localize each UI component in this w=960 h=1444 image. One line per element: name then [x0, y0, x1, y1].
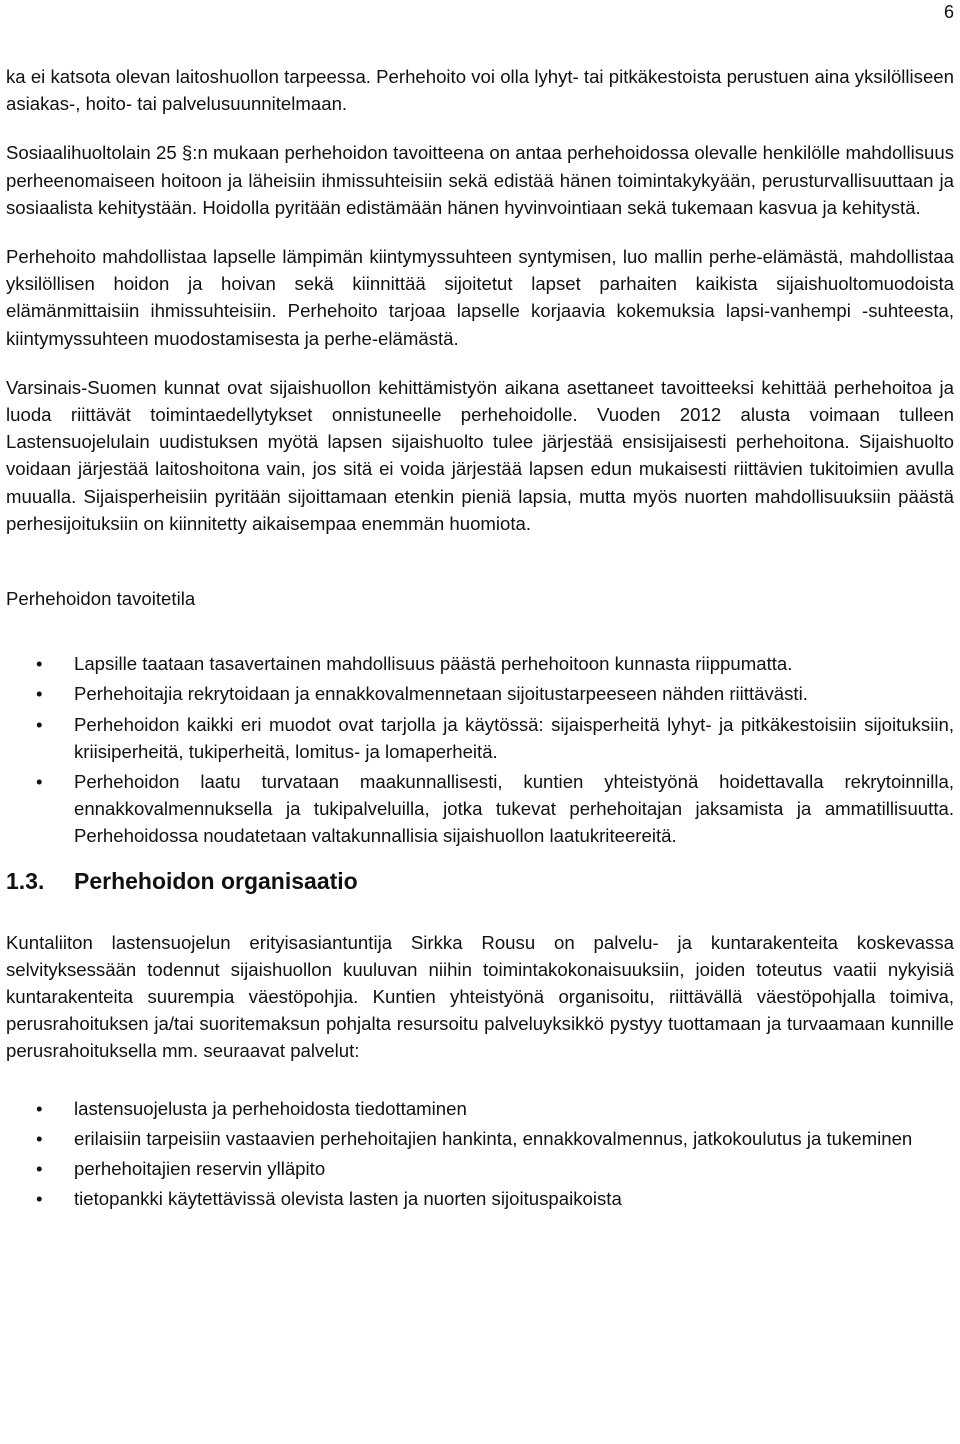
paragraph-sosiaalihuoltolaki: Sosiaalihuoltolain 25 §:n mukaan perhehoidon tavoitteena on antaa perhehoidossa olevalle henkilölle mahdollisuus perheenomaiseen hoitoon ja läheisiin ihmissuhteisiin sekä edistää hänen toimintakykyään, perusturvallisuuttaan ja sosiaalista kehitystään. Hoidolla pyritään edistämään hänen hyvinvointiaan sekä tukemaan kasvua ja kehitystä.	[6, 142, 954, 218]
paragraph-continuation: ka ei katsota olevan laitoshuollon tarpeessa. Perhehoito voi olla lyhyt- tai pitkäkestoista perustuen aina yksilölliseen asiakas-, hoito- tai palvelusuunnitelmaan.	[6, 66, 954, 115]
section-heading	[6, 868, 954, 895]
paragraph-kuntaliitto: Kuntaliiton lastensuojelun erityisasiantuntija Sirkka Rousu on palvelu- ja kuntarakenteita koskevassa selvityksessään todennut sijaishuollon kuuluvan niihin toimintakokonaisuuksiin, joiden toteutus vaatii nykyisiä kuntarakenteita suurempia väestöpohjia. Kuntien yhteistyönä organisoitu, riittävällä väestöpohjalla toimiva, perusrahoituksen ja/tai suoritemaksun pohjalta resursoitu palveluyksikkö pystyy tuottamaan ja turvaamaan kunnille perusrahoituksella mm. seuraavat palvelut:	[6, 931, 954, 1062]
section-title: Perhehoidon organisaatio	[74, 867, 358, 894]
goals-heading: Perhehoidon tavoitetila	[6, 588, 196, 610]
section-number: 1.3.	[6, 867, 45, 894]
goals-list	[6, 650, 954, 849]
service-item: • perhehoitajien reservin ylläpito	[6, 1155, 954, 1182]
paragraph-perhehoito-benefits: Perhehoito mahdollistaa lapselle lämpimän kiintymyssuhteen syntymisen, luo mallin perhe-elämästä, mahdollistaa yksilöllisen hoidon ja hoivan sekä kiinnittää sijoitetut lapset parhaiten kaikista sijaishuoltomuodoista elämänmittaisiin ihmissuhteisiin. Perhehoito tarjoaa lapselle korjaavia kokemuksia lapsi-vanhempi -suhteesta, kiintymyssuhteen muodostamisesta ja perhe-elämästä.	[6, 246, 954, 349]
document-body	[6, 63, 954, 1216]
service-item: • tietopankki käytettävissä olevista lasten ja nuorten sijoituspaikoista	[6, 1185, 954, 1212]
goal-item: • Lapsille taataan tasavertainen mahdollisuus päästä perhehoitoon kunnasta riippumatta.	[6, 650, 954, 677]
services-list	[6, 1095, 954, 1213]
service-item: • erilaisiin tarpeisiin vastaavien perhehoitajien hankinta, ennakkovalmennus, jatkokoulutus ja tukeminen	[6, 1125, 954, 1152]
goal-item: • Perhehoidon laatu turvataan maakunnallisesti, kuntien yhteistyönä hoidettavalla rekrytoinnilla, ennakkovalmennuksella ja tukipalveluilla, jotka tukevat perhehoitajan jaksamista ja ammatillisuutta. Perhehoidossa noudatetaan valtakunnallisia sijaishuollon laatukriteereitä.	[6, 768, 954, 850]
goal-item: • Perhehoitajia rekrytoidaan ja ennakkovalmennetaan sijoitustarpeeseen nähden riittävästi.	[6, 680, 954, 707]
goal-item: • Perhehoidon kaikki eri muodot ovat tarjolla ja käytössä: sijaisperheitä lyhyt- ja pitkäkestoisiin sijoituksiin, kriisiperheitä, tukiperheitä, lomitus- ja lomaperheitä.	[6, 711, 954, 765]
paragraph-varsinais-suomi: Varsinais-Suomen kunnat ovat sijaishuollon kehittämistyön aikana asettaneet tavoitteeksi kehittää perhehoitoa ja luoda riittävät toimintaedellytykset onnistuneelle perhehoidolle. Vuoden 2012 alusta voimaan tulleen Lastensuojelulain uudistuksen myötä lapsen sijaishuolto tulee järjestää ensisijaisesti perhehoitona. Sijaishuolto voidaan järjestää laitoshoitona vain, jos sitä ei voida järjestää lapsen edun mukaisesti riittävien tukitoimien avulla muualla. Sijaisperheisiin pyritään sijoittamaan etenkin pieniä lapsia, mutta myös nuorten mahdollisuuksiin päästä perhesijoituksiin on kiinnitetty aikaisempaa enemmän huomiota.	[6, 376, 954, 534]
service-item: • lastensuojelusta ja perhehoidosta tiedottaminen	[6, 1095, 954, 1122]
page-number: 6	[943, 2, 954, 22]
